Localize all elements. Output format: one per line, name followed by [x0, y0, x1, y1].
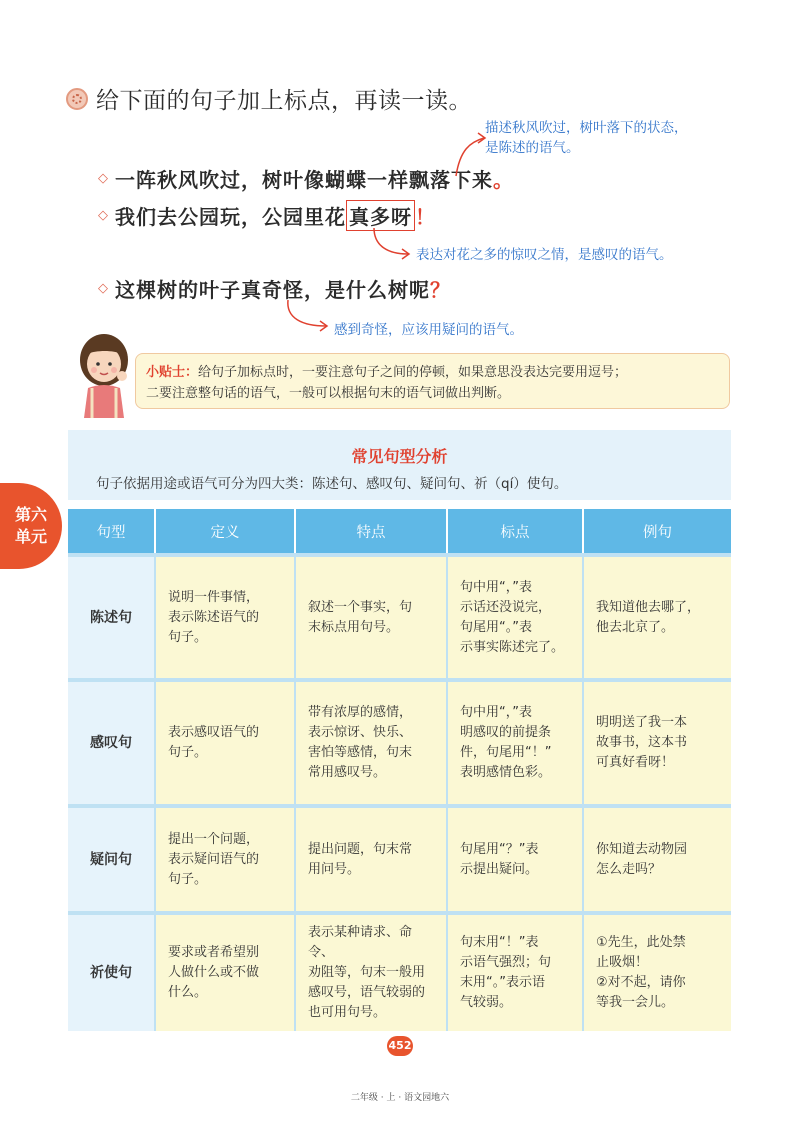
sentence-3 [98, 274, 451, 303]
row-type: 感叹句 [68, 678, 156, 804]
tip-line-2: 二要注意整句话的语气，一般可以根据句末的语气词做出判断。 [146, 386, 511, 401]
row-type: 祈使句 [68, 911, 156, 1031]
header-example: 例句 [584, 509, 731, 553]
row-features: 带有浓厚的感情， 表示惊讶、快乐、 害怕等感情，句末 常用感叹号。 [296, 678, 448, 804]
sentence-types-table [68, 509, 731, 1031]
arrow-1 [450, 130, 490, 180]
analysis-intro: 句子依据用途或语气可分为四大类：陈述句、感叹句、疑问句、祈（qí）使句。 [96, 476, 568, 492]
row-features: 表示某种请求、命令、 劝阻等，句末一般用 感叹号，语气较弱的 也可用句号。 [296, 911, 448, 1031]
sentence-3-punct: ？ [430, 278, 451, 302]
row-features: 提出问题，句末常 用问号。 [296, 804, 448, 911]
unit-tab-line2: 单元 [14, 527, 47, 546]
tip-line-1 [146, 362, 719, 383]
row-definition: 说明一件事情， 表示陈述语气的 句子。 [156, 553, 296, 678]
arrow-3 [282, 298, 334, 334]
row-definition: 表示感叹语气的 句子。 [156, 678, 296, 804]
arrow-2 [368, 226, 418, 262]
sentence-2-text: 我们去公园玩，公园里花 [115, 205, 346, 229]
unit-tab-line1: 第六 [14, 505, 47, 524]
header-definition: 定义 [156, 509, 296, 553]
sentence-1-punct: 。 [493, 168, 514, 192]
tip-box [135, 353, 730, 409]
row-definition: 要求或者希望别 人做什么或不做 什么。 [156, 911, 296, 1031]
header-features: 特点 [296, 509, 448, 553]
row-example: ①先生，此处禁 止吸烟！ ②对不起，请你 等我一会儿。 [584, 911, 731, 1031]
row-example: 我知道他去哪了， 他去北京了。 [584, 553, 731, 678]
row-punctuation: 句尾用“？”表 示提出疑问。 [448, 804, 584, 911]
row-example: 你知道去动物园 怎么走吗？ [584, 804, 731, 911]
row-type: 陈述句 [68, 553, 156, 678]
heading-text: 给下面的句子加上标点，再读一读。 [96, 88, 472, 114]
table-header-row [68, 509, 731, 553]
header-type: 句型 [68, 509, 156, 553]
table-row [68, 553, 731, 678]
row-features: 叙述一个事实，句 末标点用句号。 [296, 553, 448, 678]
page-number: 452 [387, 1036, 413, 1056]
note-1-line1: 描述秋风吹过，树叶落下的状态， [485, 120, 688, 136]
girl-illustration [70, 330, 140, 418]
footer-text: 二年级 · 上 · 语文园地六 [350, 1093, 450, 1103]
row-type: 疑问句 [68, 804, 156, 911]
sentence-2-punct: ！ [415, 205, 436, 229]
analysis-title: 常见句型分析 [351, 447, 448, 466]
note-3: 感到奇怪，应该用疑问的语气。 [334, 322, 523, 338]
diamond-bullet-icon: ◇ [98, 171, 109, 186]
note-1-line2: 是陈述的语气。 [485, 140, 580, 156]
row-example: 明明送了我一本 故事书，这本书 可真好看呀！ [584, 678, 731, 804]
sentence-2-boxed: 真多呀 [346, 200, 415, 231]
header-punctuation: 标点 [448, 509, 584, 553]
diamond-bullet-icon: ◇ [98, 281, 109, 296]
row-definition: 提出一个问题， 表示疑问语气的 句子。 [156, 804, 296, 911]
unit-tab [0, 483, 62, 569]
analysis-panel [68, 430, 731, 500]
row-punctuation: 句末用“！”表 示语气强烈；句 末用“。”表示语 气较弱。 [448, 911, 584, 1031]
diamond-bullet-icon: ◇ [98, 208, 109, 223]
table-row [68, 678, 731, 804]
swirl-bullet-icon [66, 88, 88, 110]
note-2: 表达对花之多的惊叹之情，是感叹的语气。 [416, 247, 673, 263]
note-1 [485, 118, 688, 158]
sentence-3-text: 这棵树的叶子真奇怪，是什么树呢 [115, 278, 430, 302]
row-punctuation: 句中用“，”表 明感叹的前提条 件，句尾用“！” 表明感情色彩。 [448, 678, 584, 804]
table-row [68, 911, 731, 1031]
exercise-heading [66, 82, 472, 115]
tip-line1-text: 给句子加标点时，一要注意句子之间的停顿，如果意思没表达完要用逗号； [198, 365, 628, 380]
table-row [68, 804, 731, 911]
tip-label: 小贴士： [146, 365, 199, 380]
row-punctuation: 句中用“，”表 示话还没说完， 句尾用“。”表 示事实陈述完了。 [448, 553, 584, 678]
sentence-1-text: 一阵秋风吹过，树叶像蝴蝶一样飘落下来 [115, 168, 493, 192]
